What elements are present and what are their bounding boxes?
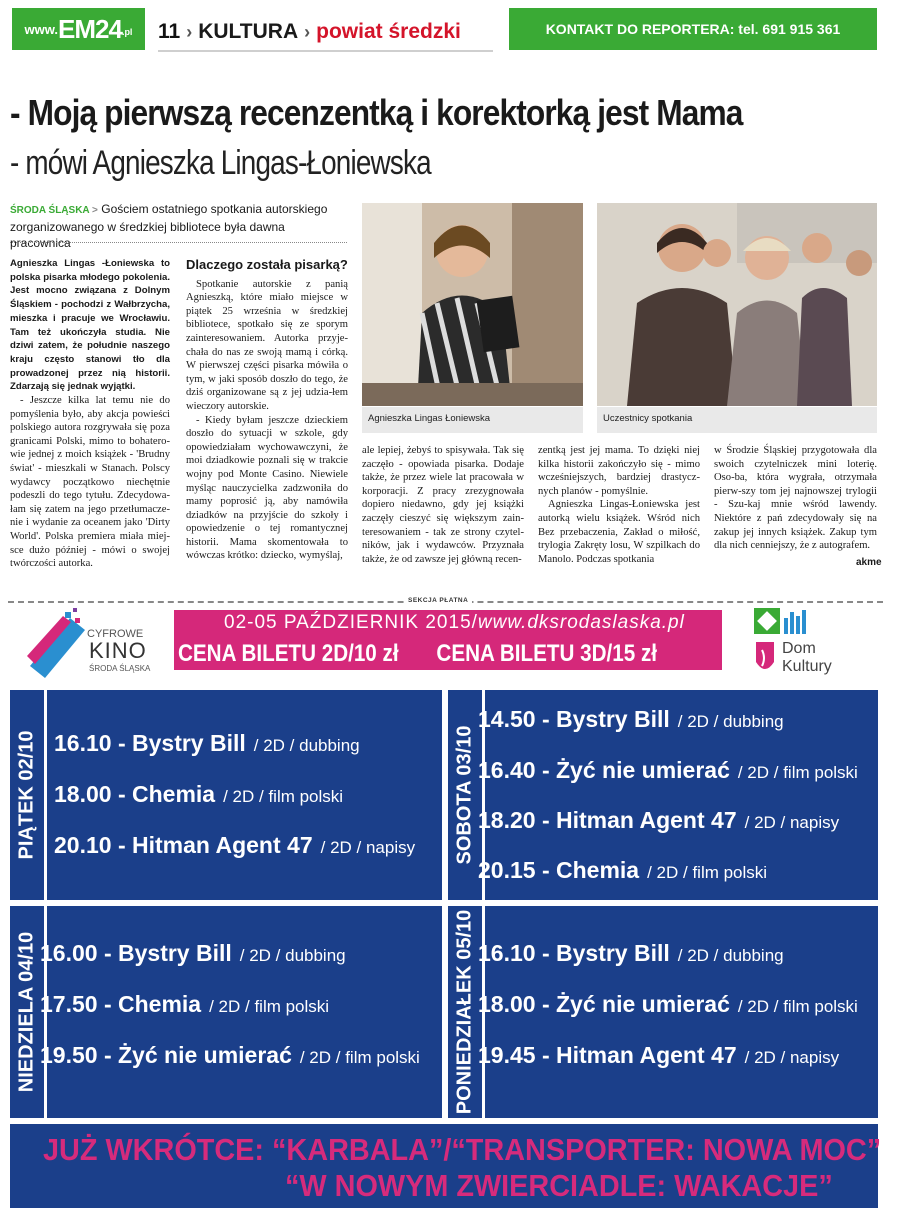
kino-line1: CYFROWE [87, 628, 144, 640]
day-label: PIĄTEK 02/10 [15, 730, 38, 860]
lead-text: Gościem ostatniego spotkania autorskiego zorganizowanego w średzkiej bibliotece była dawna pracownica [10, 202, 328, 250]
dom-kultury-icon [752, 606, 812, 638]
coming-soon-banner[interactable] [10, 1124, 882, 1208]
photo-caption: Agnieszka Lingas Łoniewska [362, 407, 583, 433]
kino-line2: KINO [89, 638, 147, 663]
photo-caption: Uczestnicy spotkania [597, 407, 877, 433]
film-listing[interactable]: 14.50 - Bystry Bill / 2D / dubbing [478, 706, 784, 732]
photo-author[interactable] [362, 203, 583, 406]
dk-line2: Kultury [782, 658, 832, 675]
schedule-day [448, 906, 878, 1118]
section-header [158, 14, 493, 52]
film-listing[interactable]: 17.50 - Chemia / 2D / film polski [40, 991, 330, 1017]
author-signature: akme [856, 557, 882, 568]
author-bio: Agnieszka Lingas -Łoniewska to polska pisarka młodego pokolenia. Jest mocno związana z Dolnym Śląskiem - pochodzi z Wałbrzycha, mieszka i pracuje we Wrocławiu. Tam też ukończyła studia. Nie dziwi zatem, że południe naszego kraju często stanowi tło dla prowadzonej przez nią historii. Zdarzają się jednak wyjątki. [10, 258, 170, 393]
film-listing[interactable]: 16.00 - Bystry Bill / 2D / dubbing [40, 940, 346, 966]
kicker: ŚRODA ŚLĄSKA > [10, 205, 98, 216]
banner-url: www.dksrodaslaska.pl [477, 612, 685, 633]
dom-kultury-logo[interactable] [752, 606, 852, 681]
film-listing[interactable]: 16.10 - Bystry Bill / 2D / dubbing [478, 940, 784, 966]
schedule-day [10, 906, 442, 1118]
article-column-1: - Jeszcze kilka lat temu nie do pomyślenia było, aby akcja powieści polskiego autora rozgrywała się poza granicami Polski, mimo to bohatero-wie jednej z moich książek - 'Brudny świat' - mieszkali w Stanach. Polscy wydawcy początkowo niechętnie podeszli do tego tytułu. Zdecydowa-łam się zatem na jego przetłumacze-nie i wydanie za oceanem jako 'Dirty World'. Polska premiera miała miej-sce dużo później - mówi o swojej twórczości autorka. [10, 395, 170, 570]
article-column-4: zentką jest jej mama. To dzięki niej kilka historii zakończyło się - mimo wcześniejszych, bardziej drastycz-nych planów - pomyślnie. Agnieszka Lingas-Łoniewska jest autorką wielu książek. Wśród nich Bez przebaczenia, Zakład o miłość, trylogia Zakręty losu, W szpilkach do Manolo. Podczas spotkania [538, 445, 700, 565]
article-subhead: - mówi Agnieszka Lingas-Łoniewska [10, 144, 431, 182]
dk-line1: Dom [782, 640, 816, 657]
day-label: NIEDZIELA 04/10 [15, 931, 38, 1093]
banner-prices [178, 640, 657, 668]
film-listing[interactable]: 18.00 - Żyć nie umierać / 2D / film polski [478, 991, 858, 1017]
film-listing[interactable]: 19.45 - Hitman Agent 47 / 2D / napisy [478, 1042, 840, 1068]
theatre-mask-icon [754, 640, 776, 676]
cyfrowe-kino-logo[interactable] [25, 608, 155, 678]
divider [10, 242, 347, 243]
day-label: SOBOTA 03/10 [453, 725, 476, 865]
banner-dates: 02-05 PAŹDZIERNIK 2015/www.dksrodaslaska.pl [224, 612, 685, 633]
article-lead [10, 201, 345, 251]
coming-soon-line2: “W NOWYM ZWIERCIADLE: WAKACJE” [285, 1168, 833, 1203]
day-label: PONIEDZIAŁEK 05/10 [453, 909, 476, 1115]
price-2d: CENA BILETU 2D/10 zł [178, 640, 399, 667]
cinema-banner[interactable] [174, 610, 722, 670]
logo-main: EM24 [58, 13, 122, 44]
film-listing[interactable]: 18.20 - Hitman Agent 47 / 2D / napisy [478, 807, 840, 833]
page-number: 11 [158, 20, 181, 43]
film-listing[interactable]: 20.10 - Hitman Agent 47 / 2D / napisy [54, 832, 416, 858]
chevron-right-icon: › [304, 21, 311, 42]
film-listing[interactable]: 19.50 - Żyć nie umierać / 2D / film polski [40, 1042, 420, 1068]
coming-soon-line1: JUŻ WKRÓTCE: “KARBALA”/“TRANSPORTER: NOWA MOC” [43, 1132, 882, 1167]
region-name: powiat średzki [316, 20, 461, 43]
divider [44, 690, 47, 900]
film-listing[interactable]: 20.15 - Chemia / 2D / film polski [478, 857, 768, 883]
film-listing[interactable]: 18.00 - Chemia / 2D / film polski [54, 781, 344, 807]
section-name: KULTURA [198, 20, 299, 43]
article-column-3: ale lepiej, żebyś to spisywała. Tak się zaczęło - opowiada pisarka. Dodaje także, że przez wiele lat pracowała w korporacji. Z pracy zrezygnowała dopiero niedawno, gdy jej książki zaczęły cieszyć się większym zain-teresowaniem - tak ze strony czytel-ników, jak i wydawców. Przyznała także, że od zawsze jej główną recen- [362, 445, 524, 565]
logo-suffix: .pl [121, 27, 133, 37]
column-heading: Dlaczego została pisarką? [186, 257, 348, 272]
article-column-5: w Środzie Śląskiej przygotowała dla swoich czytelniczek mini loterię. Oso-ba, która wygrała, otrzymała pierw-szy tom jej najnowszej trylogii - Szu-kaj mnie wśród lawendy. Niektóre z pań zdecydowały się na zakup jej innych książek. Zakup tym dla nich cenniejszy, że z autografem. [714, 445, 877, 552]
film-listing[interactable]: 16.10 - Bystry Bill / 2D / dubbing [54, 730, 360, 756]
em24-logo[interactable] [12, 8, 145, 50]
kino-line3: ŚRODA ŚLĄSKA [89, 664, 151, 673]
sponsored-label: SEKCJA PŁATNA [404, 597, 472, 604]
article-column-2: Dlaczego została pisarką? Spotkanie autorskie z panią Agnieszką, które miało miejsce w piątek 25 września w średzkiej bibliotece, spotkało się ze sporym zainteresowaniem. Autorka przyje-chała do nas ze swoją mamą i córką. W pierwszej części pisarka mówiła o tym, w jaki sposób doszło do tego, że dziś organizowane są z jej udzia-łem wieczory autorskie. - Kiedy byłam jeszcze dzieckiem doszło do sytuacji w szkole, gdy opowiedziałam wychowawczyni, że moi dziadkowie poznali się w trakcie wojny pod Monte Casino. Niewiele myśląc nauczycielka zadzwoniła do mamy poprosić ją, aby namówiła dziadków na przyjście do szkoły i opowiedzenie o tej romantycznej historii. Mama skomentowała to wówczas krótko: dziecko, wymyślaj, [186, 257, 348, 562]
film-listing[interactable]: 16.40 - Żyć nie umierać / 2D / film polski [478, 757, 858, 783]
photo-audience[interactable] [597, 203, 877, 406]
schedule-day [10, 690, 442, 900]
article-headline: - Moją pierwszą recenzentką i korektorką jest Mama [10, 92, 743, 133]
price-3d: CENA BILETU 3D/15 zł [436, 640, 658, 667]
schedule-day [448, 690, 878, 900]
chevron-right-icon: › [186, 21, 193, 42]
reporter-contact: KONTAKT DO REPORTERA: tel. 691 915 361 [509, 8, 877, 50]
logo-prefix: www. [24, 21, 59, 37]
